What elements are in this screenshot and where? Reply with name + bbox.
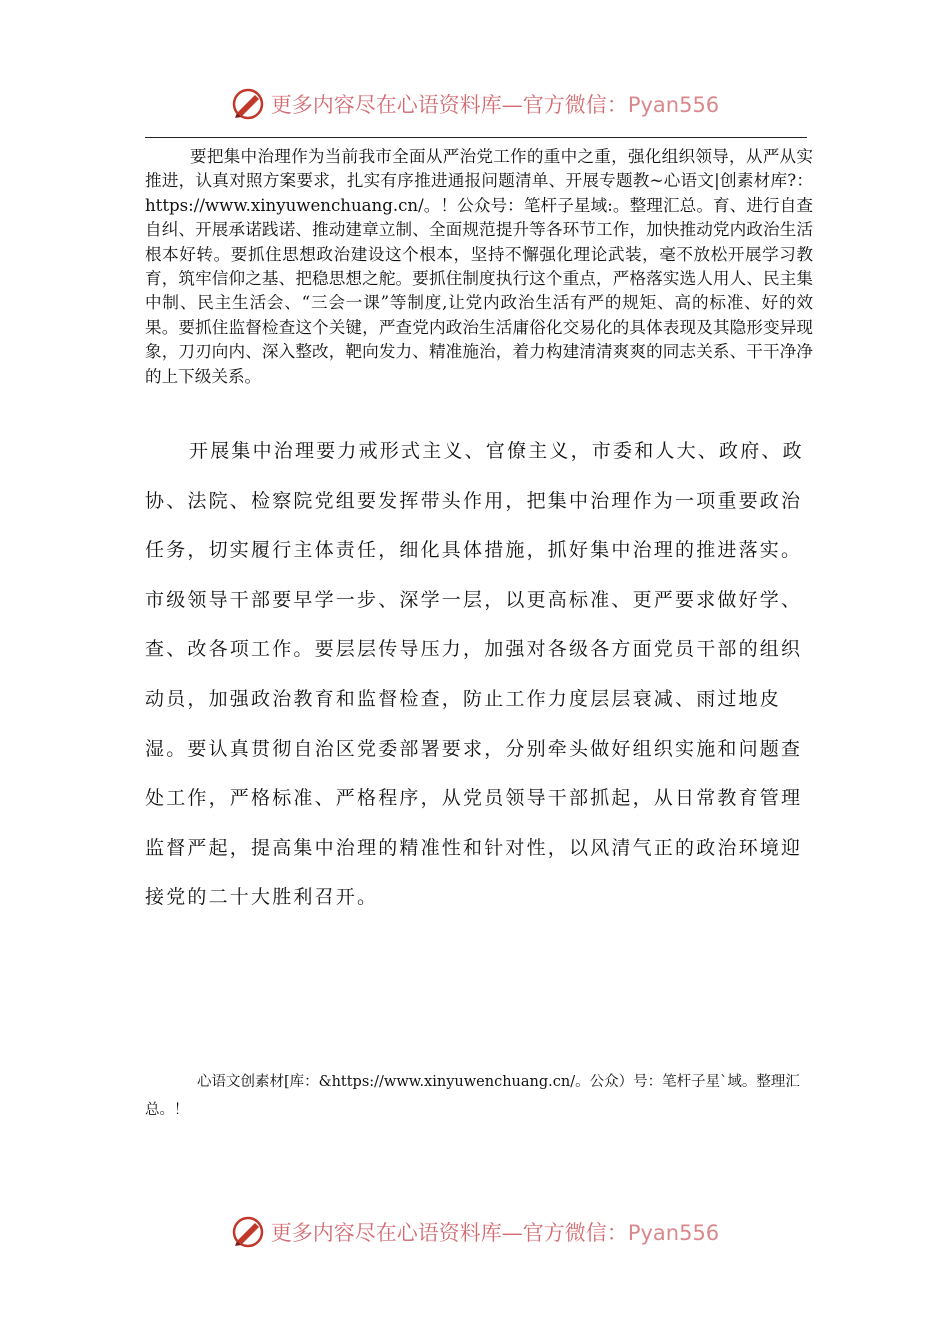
footer-banner: [0, 1210, 950, 1254]
header-divider: [145, 137, 807, 138]
footnote: 心语文创素材[库：&https://www.xinyuwenchuang.cn/。公众）号：笔杆子星`域。整理汇总。！: [145, 1074, 800, 1118]
pen-logo-icon: [231, 1215, 265, 1249]
footer-wechat-handle: Pyan556: [627, 1221, 720, 1245]
paragraph-1: 要把集中治理作为当前我市全面从严治党工作的重中之重，强化组织领导，从严从实推进，认真对照方案要求，扎实有序推进通报问题清单、开展专题教~心语文|创素材库?：https://www.xinyuwenchuang.cn/。！公众号：笔杆子星域:。整理汇总。育、进行自查自纠、开展承诺践诺、推动建章立制、全面规范提升等各环节工作，加快推动党内政治生活根本好转。要抓住思想政治建设这个根本，坚持不懈强化理论武装，毫不放松开展学习教育，筑牢信仰之基、把稳思想之舵。要抓住制度执行这个重点，严格落实选人用人、民主集中制、民主生活会、“三会一课”等制度,让党内政治生活有严的规矩、高的标准、好的效果。要抓住监督检查这个关键，严查党内政治生活庸俗化交易化的具体表现及其隐形变异现象，刀刃向内、深入整改，靶向发力、精准施治，着力构建清清爽爽的同志关系、干干净净的上下级关系。: [145, 147, 813, 386]
header-banner-text: 更多内容尽在心语资料库—官方微信：Pyan556: [270, 93, 720, 117]
header-wechat-handle: Pyan556: [627, 93, 720, 117]
paragraph-2: 开展集中治理要力戒形式主义、官僚主义，市委和人大、政府、政协、法院、检察院党组要发挥带头作用，把集中治理作为一项重要政治任务，切实履行主体责任，细化具体措施，抓好集中治理的推进落实。市级领导干部要早学一步、深学一层，以更高标准、更严要求做好学、查、改各项工作。要层层传导压力，加强对各级各方面党员干部的组织动员，加强政治教育和监督检查，防止工作力度层层衰减、雨过地皮湿。要认真贯彻自治区党委部署要求，分别牵头做好组织实施和问题查处工作，严格标准、严格程序，从党员领导干部抓起，从日常教育管理监督严起，提高集中治理的精准性和针对性，以风清气正的政治环境迎接党的二十大胜利召开。: [145, 440, 804, 909]
footer-banner-text: 更多内容尽在心语资料库—官方微信：Pyan556: [270, 1221, 720, 1245]
header-banner: [0, 82, 950, 126]
pen-logo-icon: [231, 87, 265, 121]
